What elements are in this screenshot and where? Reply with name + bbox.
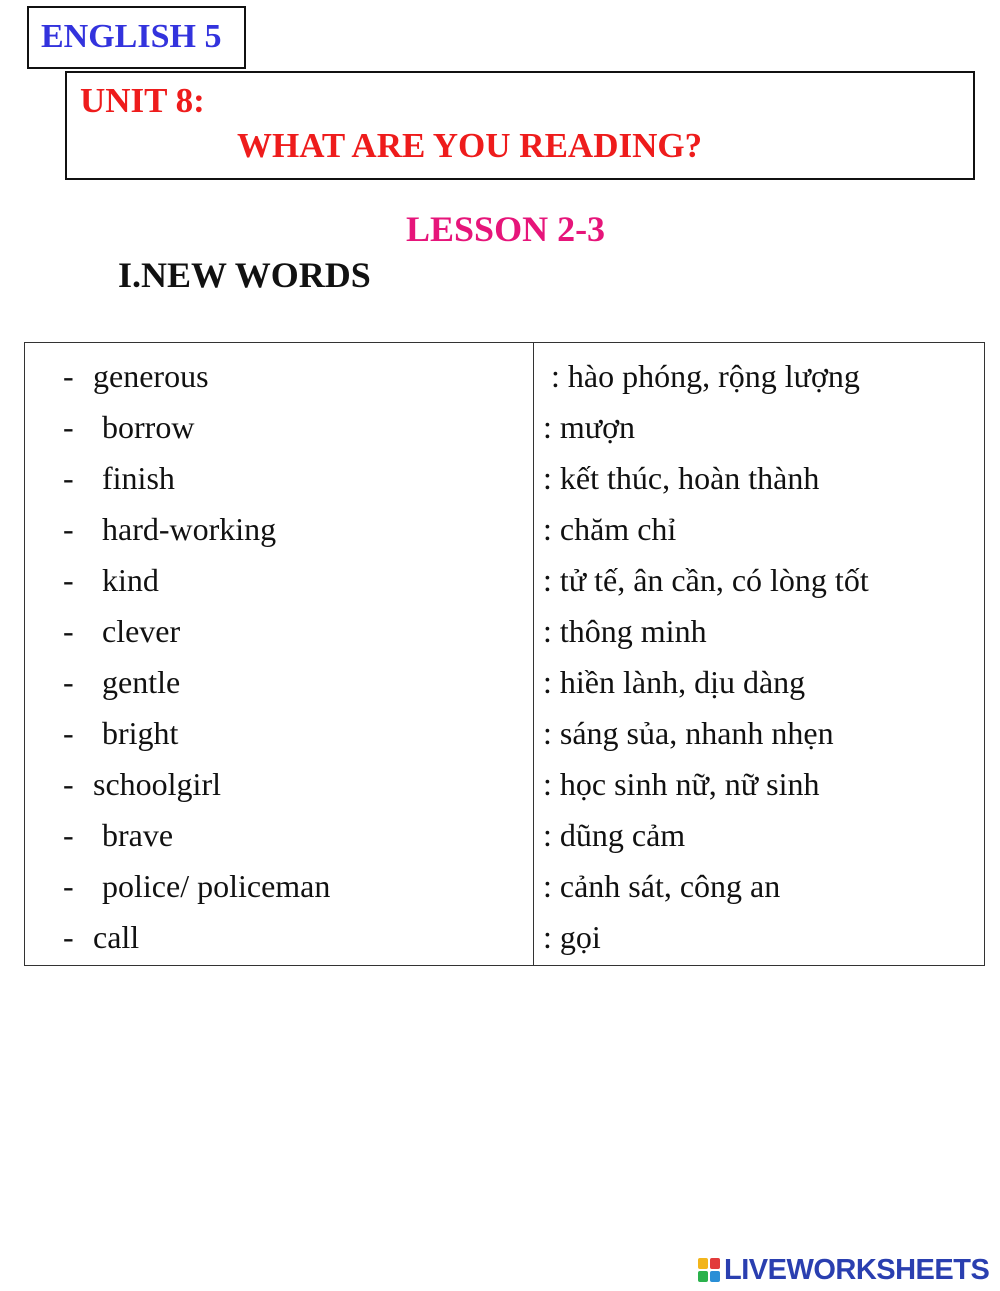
vocab-meaning: : dũng cảm [543, 817, 686, 853]
vocab-row [25, 453, 984, 504]
vocab-row [25, 810, 984, 861]
bullet-dash: - [63, 715, 74, 751]
section-heading: I.NEW WORDS [118, 255, 371, 295]
vocab-meaning: : sáng sủa, nhanh nhẹn [543, 715, 834, 751]
unit-title: WHAT ARE YOU READING? [237, 126, 703, 165]
vocab-row [25, 759, 984, 810]
subject-label: ENGLISH 5 [41, 18, 222, 55]
vocab-row [25, 657, 984, 708]
subject-label-box [27, 6, 246, 69]
vocab-meaning: : chăm chỉ [543, 511, 677, 547]
logo-text: LIVEWORKSHEETS [724, 1253, 990, 1286]
vocab-word: generous [93, 358, 209, 394]
vocab-meaning: : cảnh sát, công an [543, 868, 781, 904]
vocab-word: police/ policeman [102, 868, 331, 904]
vocab-row [25, 555, 984, 606]
vocab-meaning: : tử tế, ân cần, có lòng tốt [543, 562, 869, 598]
vocab-row [25, 351, 984, 402]
unit-label: UNIT 8: [80, 81, 205, 120]
vocab-meaning: : thông minh [543, 613, 707, 649]
vocab-row [25, 708, 984, 759]
vocabulary-table [24, 342, 985, 966]
vocab-row [25, 861, 984, 912]
vocab-word: borrow [102, 409, 195, 445]
vocab-word: clever [102, 613, 181, 649]
bullet-dash: - [63, 664, 74, 700]
vocab-meaning: : học sinh nữ, nữ sinh [543, 766, 820, 802]
vocab-word: hard-working [102, 511, 277, 547]
unit-title-box [65, 71, 975, 180]
vocab-meaning: : kết thúc, hoàn thành [543, 460, 820, 496]
bullet-dash: - [63, 511, 74, 547]
vocab-row [25, 912, 984, 963]
vocab-word: bright [102, 715, 179, 751]
vocab-word: schoolgirl [93, 766, 221, 802]
lesson-title: LESSON 2-3 [406, 209, 606, 249]
vocab-row [25, 504, 984, 555]
vocab-row [25, 606, 984, 657]
vocab-word: gentle [102, 664, 181, 700]
vocab-meaning: : mượn [543, 409, 636, 445]
vocab-meaning: : hào phóng, rộng lượng [551, 358, 860, 394]
bullet-dash: - [63, 409, 74, 445]
vocab-word: brave [102, 817, 174, 853]
vocab-meaning: : hiền lành, dịu dàng [543, 664, 806, 700]
bullet-dash: - [63, 613, 74, 649]
vocab-meaning: : gọi [543, 919, 601, 955]
liveworksheets-logo-icon [698, 1258, 720, 1282]
vocab-row [25, 402, 984, 453]
liveworksheets-logo[interactable] [698, 1253, 989, 1287]
bullet-dash: - [63, 460, 74, 496]
vocab-word: finish [102, 460, 175, 496]
vocab-word: call [93, 919, 140, 955]
bullet-dash: - [63, 919, 74, 955]
bullet-dash: - [63, 358, 74, 394]
bullet-dash: - [63, 817, 74, 853]
vocab-word: kind [102, 562, 159, 598]
bullet-dash: - [63, 868, 74, 904]
bullet-dash: - [63, 562, 74, 598]
bullet-dash: - [63, 766, 74, 802]
